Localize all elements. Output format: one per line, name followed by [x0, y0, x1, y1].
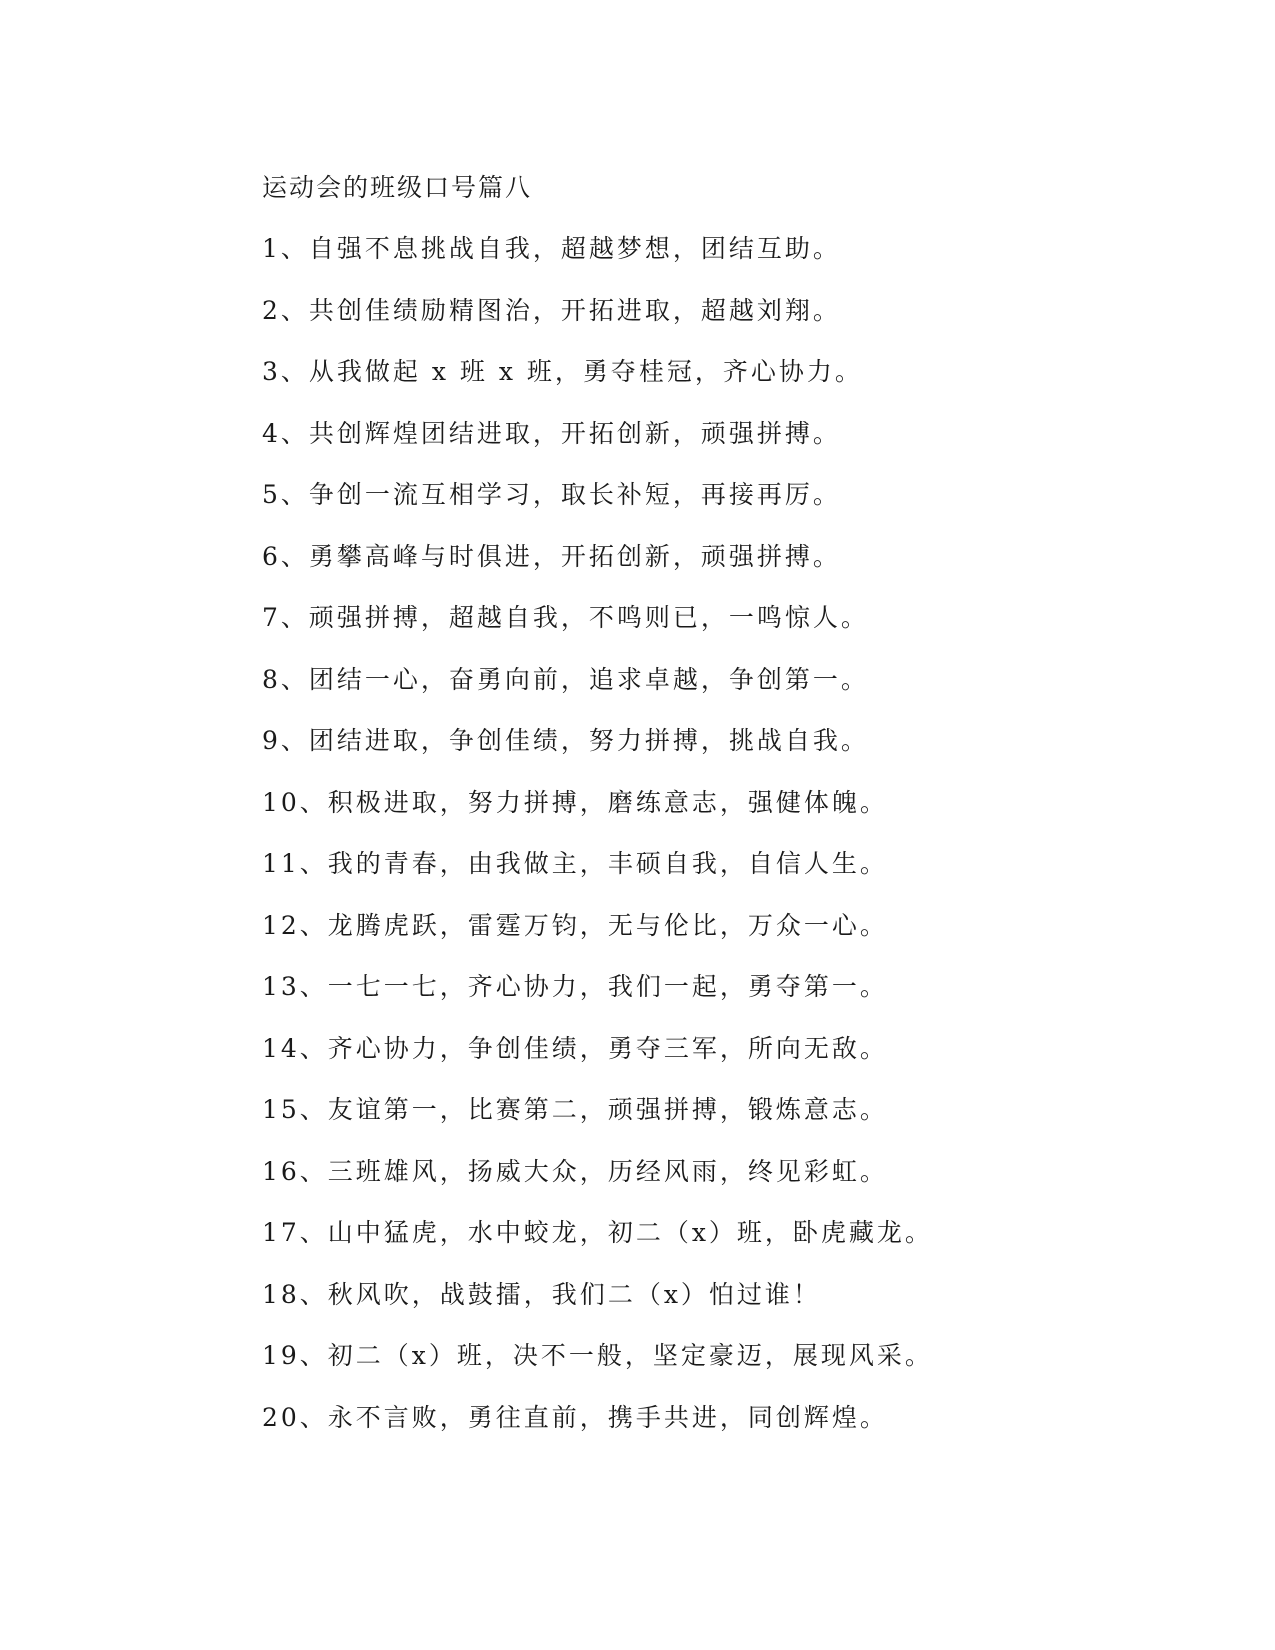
slogan-item-7: 7、顽强拼搏，超越自我，不鸣则已，一鸣惊人。 [262, 603, 869, 632]
slogan-item-13: 13、一七一七，齐心协力，我们一起，勇夺第一。 [262, 972, 888, 1001]
slogan-item-17: 17、山中猛虎，水中蛟龙，初二（x）班，卧虎藏龙。 [262, 1218, 933, 1247]
slogan-list [262, 231, 933, 1461]
slogan-item-15: 15、友谊第一，比赛第二，顽强拼搏，锻炼意志。 [262, 1095, 888, 1124]
slogan-item-16: 16、三班雄风，扬威大众，历经风雨，终见彩虹。 [262, 1156, 888, 1186]
slogan-item-11: 11、我的青春，由我做主，丰硕自我，自信人生。 [262, 849, 888, 878]
slogan-item-10: 10、积极进取，努力拼搏，磨练意志，强健体魄。 [262, 787, 888, 817]
slogan-item-8: 8、团结一心，奋勇向前，追求卓越，争创第一。 [262, 664, 869, 694]
document-title: 运动会的班级口号篇八 [262, 173, 533, 202]
slogan-item-14: 14、齐心协力，争创佳绩，勇夺三军，所向无敌。 [262, 1033, 888, 1063]
slogan-item-1: 1、自强不息挑战自我，超越梦想，团结互助。 [262, 234, 841, 263]
slogan-item-6: 6、勇攀高峰与时俱进，开拓创新，顽强拼搏。 [262, 541, 841, 571]
slogan-item-20: 20、永不言败，勇往直前，携手共进，同创辉煌。 [262, 1402, 888, 1432]
slogan-item-9: 9、团结进取，争创佳绩，努力拼搏，挑战自我。 [262, 726, 869, 755]
slogan-item-3: 3、从我做起 x 班 x 班，勇夺桂冠，齐心协力。 [262, 357, 863, 386]
slogan-item-2: 2、共创佳绩励精图治，开拓进取，超越刘翔。 [262, 295, 841, 325]
slogan-item-19: 19、初二（x）班，决不一般，坚定豪迈，展现风采。 [262, 1341, 933, 1370]
slogan-item-5: 5、争创一流互相学习，取长补短，再接再厉。 [262, 480, 841, 509]
slogan-item-18: 18、秋风吹，战鼓擂，我们二（x）怕过谁！ [262, 1279, 821, 1309]
slogan-item-4: 4、共创辉煌团结进取，开拓创新，顽强拼搏。 [262, 418, 841, 448]
slogan-item-12: 12、龙腾虎跃，雷霆万钧，无与伦比，万众一心。 [262, 910, 888, 940]
